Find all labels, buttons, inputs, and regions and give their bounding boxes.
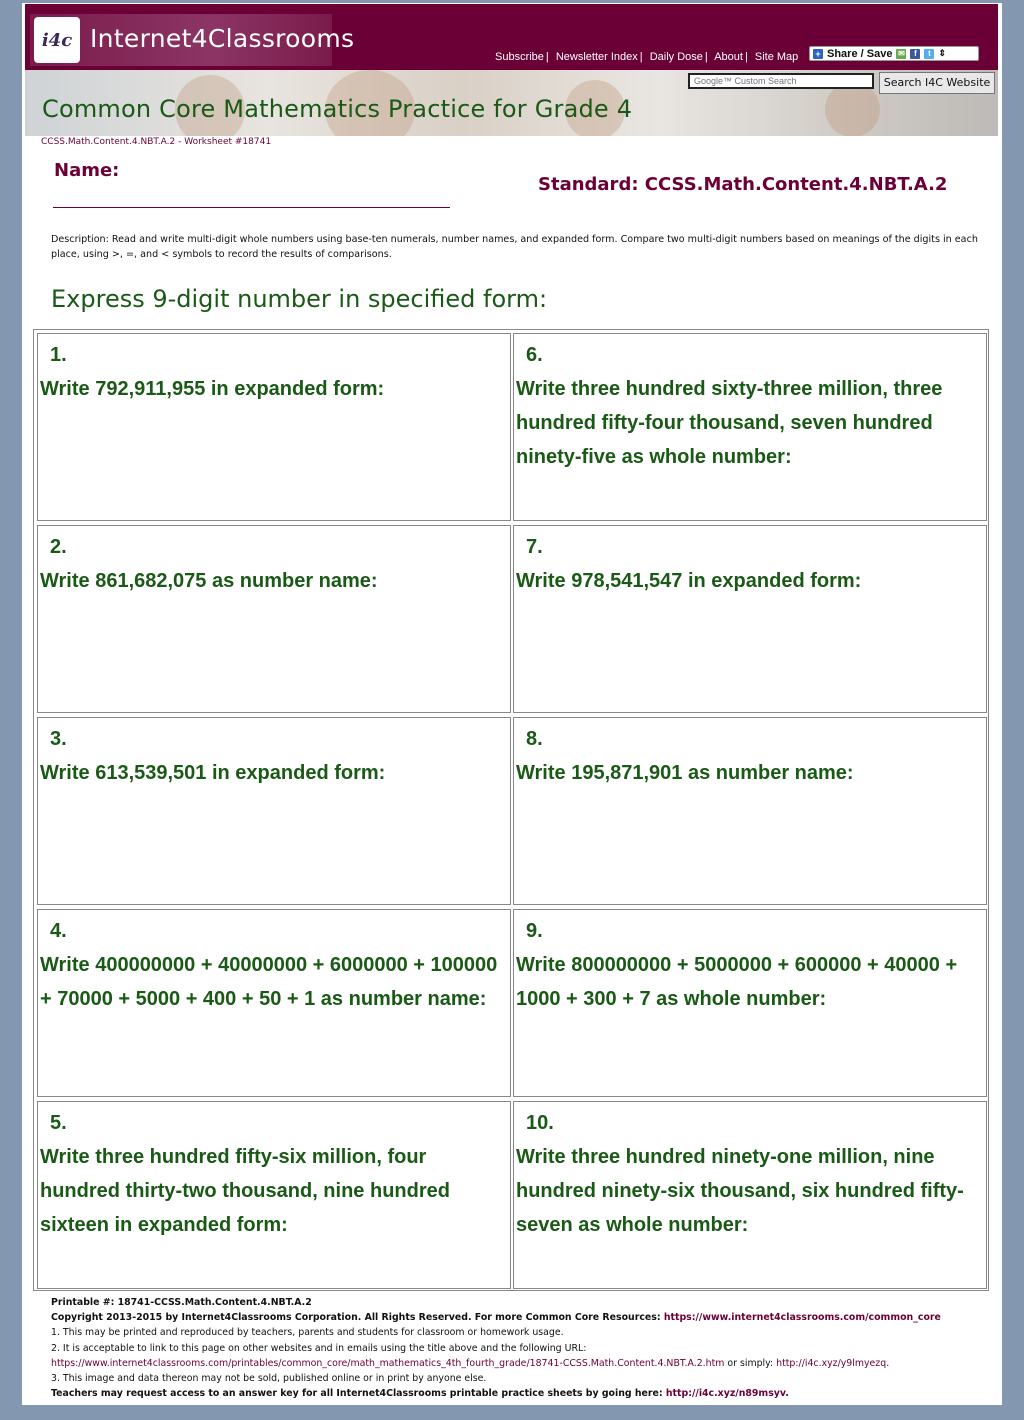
answer-key-link[interactable]: http://i4c.xyz/n89msyv	[665, 1388, 786, 1400]
question-cell	[37, 333, 511, 521]
name-line	[53, 207, 450, 208]
logo-text: Internet4Classrooms	[90, 24, 355, 53]
question-text: Write 613,539,501 in expanded form:	[40, 762, 386, 784]
question-number: 6.	[526, 344, 543, 366]
search-input[interactable]	[688, 73, 874, 89]
question-number: 2.	[50, 536, 67, 558]
facebook-icon: f	[910, 49, 920, 59]
i4c-logo-icon: i4c	[34, 17, 80, 63]
question-cell	[37, 717, 511, 905]
nav-daily-dose[interactable]: Daily Dose	[649, 51, 703, 63]
question-number: 1.	[50, 344, 67, 366]
printable-id: Printable #: 18741-CCSS.Math.Content.4.NBT.A.2	[51, 1297, 312, 1308]
note-1: 1. This may be printed and reproduced by teachers, parents and students for classroom or homework usage.	[51, 1327, 564, 1339]
questions-grid	[33, 329, 989, 1291]
question-text: Write 195,871,901 as number name:	[516, 762, 854, 784]
standard-label: Standard: CCSS.Math.Content.4.NBT.A.2	[538, 174, 948, 195]
question-cell	[37, 909, 511, 1097]
question-cell	[513, 1101, 987, 1289]
top-navigation: Subscribe | Newsletter Index | Daily Dose | About | Site Map	[495, 51, 799, 63]
email-share-icon: ✉	[898, 48, 905, 58]
section-heading: Express 9-digit number in specified form:	[51, 285, 548, 313]
question-text: Write 800000000 + 5000000 + 600000 + 40000 + 1000 + 300 + 7 as whole number:	[516, 954, 958, 1010]
answer-key-note: Teachers may request access to an answer key for all Internet4Classrooms printable practice sheets by going here: http://i4c.xyz/n89msyv.	[51, 1388, 789, 1400]
question-text: Write 861,682,075 as number name:	[40, 570, 378, 592]
question-cell	[513, 909, 987, 1097]
plus-icon: +	[813, 49, 823, 59]
worksheet-url-link[interactable]: https://www.internet4classrooms.com/printables/common_core/math_mathematics_4th_fourth_grade/18741-CCSS.Math.Content.4.NBT.A.2.htm	[51, 1357, 725, 1369]
dropdown-arrows-icon: ⇕	[938, 48, 946, 58]
question-number: 5.	[50, 1112, 67, 1134]
share-label: Share / Save	[827, 47, 893, 60]
nav-newsletter-index[interactable]: Newsletter Index	[555, 51, 638, 63]
worksheet-id: CCSS.Math.Content.4.NBT.A.2 - Worksheet #18741	[41, 137, 272, 147]
page-title: Common Core Mathematics Practice for Grade 4	[42, 95, 633, 123]
question-text: Write three hundred sixty-three million, three hundred fifty-four thousand, seven hundred ninety-five as whole number:	[516, 378, 943, 468]
note-3: 3. This image and data thereon may not be sold, published online or in print by anyone else.	[51, 1373, 487, 1385]
nav-about[interactable]: About	[714, 51, 743, 63]
question-text: Write 400000000 + 40000000 + 6000000 + 100000 + 70000 + 5000 + 400 + 50 + 1 as number name:	[40, 954, 498, 1010]
description: Description: Read and write multi-digit whole numbers using base-ten numerals, number names, and expanded form. Compare two multi-digit numbers based on meanings of the digits in each place, using >, =, and < symbols to record the results of comparisons.	[51, 234, 978, 260]
question-number: 8.	[526, 728, 543, 750]
site-logo[interactable]	[30, 14, 355, 66]
name-label: Name:	[54, 160, 120, 181]
question-number: 4.	[50, 920, 67, 942]
question-number: 9.	[526, 920, 543, 942]
nav-site-map[interactable]: Site Map	[754, 51, 799, 63]
question-number: 7.	[526, 536, 543, 558]
question-text: Write 792,911,955 in expanded form:	[40, 378, 385, 400]
note-2-urls: https://www.internet4classrooms.com/printables/common_core/math_mathematics_4th_fourth_grade/18741-CCSS.Math.Content.4.NBT.A.2.htm or simply: http://i4c.xyz/y9lmyezq.	[51, 1357, 890, 1369]
short-url-link[interactable]: http://i4c.xyz/y9lmyezq	[776, 1357, 887, 1369]
twitter-icon: t	[924, 49, 934, 59]
question-cell	[513, 525, 987, 713]
share-save-button[interactable]	[809, 46, 979, 61]
question-text: Write three hundred ninety-one million, nine hundred ninety-six thousand, six hundred fifty-seven as whole number:	[516, 1146, 964, 1236]
question-cell	[37, 1101, 511, 1289]
question-number: 10.	[526, 1112, 554, 1134]
question-text: Write three hundred fifty-six million, four hundred thirty-two thousand, nine hundred sixteen in expanded form:	[40, 1146, 450, 1236]
search-button[interactable]: Search I4C Website	[879, 72, 995, 94]
nav-subscribe[interactable]: Subscribe	[495, 51, 544, 63]
note-2: 2. It is acceptable to link to this page on other websites and in emails using the title above and the following URL:	[51, 1342, 587, 1354]
footer	[51, 1295, 996, 1401]
question-cell	[513, 717, 987, 905]
question-number: 3.	[50, 728, 67, 750]
question-cell	[513, 333, 987, 521]
site-header	[25, 4, 998, 70]
worksheet-page	[22, 3, 1002, 1405]
common-core-link[interactable]: https://www.internet4classrooms.com/common_core	[663, 1312, 941, 1324]
question-cell	[37, 525, 511, 713]
question-text: Write 978,541,547 in expanded form:	[516, 570, 862, 592]
copyright: Copyright 2013-2015 by Internet4Classrooms Corporation. All Rights Reserved. For more Common Core Resources: https://www.internet4classrooms.com/common_core	[51, 1312, 941, 1324]
